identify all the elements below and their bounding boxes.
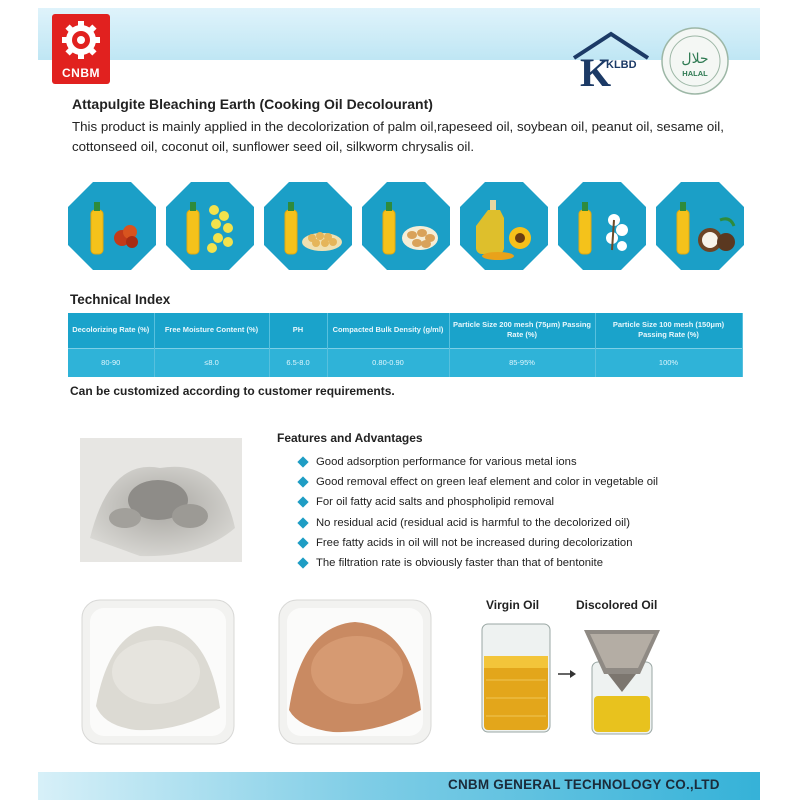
clay-powder-photo [80,438,242,562]
diamond-bullet-icon [297,517,308,528]
header-free-moisture: Free Moisture Content (%) [154,313,269,348]
list-item: Good removal effect on green leaf element and color in vegetable oil [298,472,738,492]
header-100-mesh: Particle Size 100 mesh (150μm) Passing Rate (%) [595,313,742,348]
diamond-bullet-icon [297,477,308,488]
header-ph: PH [269,313,327,348]
sunflower-oil-icon [458,180,550,272]
rapeseed-oil-icon [164,180,256,272]
value-ph: 6.5-8.0 [269,348,327,377]
svg-text:KLBD: KLBD [606,59,637,71]
svg-text:حلال: حلال [681,51,709,67]
virgin-oil-beaker [478,620,554,736]
diamond-bullet-icon [297,497,308,508]
oil-icons-row [66,180,746,272]
discolored-oil-beaker [580,622,664,738]
header-bulk-density: Compacted Bulk Density (g/ml) [327,313,449,348]
value-free-moisture: ≤8.0 [154,348,269,377]
virgin-oil-label: Virgin Oil [486,598,540,612]
features-list [298,452,738,573]
product-description: This product is mainly applied in the decolorization of palm oil,rapeseed oil, soybean oil, peanut oil, sesame oil, cottonseed oil, coconut oil, sunflower seed oil, silkworm chrysalis oil. [72,119,724,154]
customization-note: Can be customized according to customer requirements. [70,384,395,398]
list-item: For oil fatty acid salts and phospholipid removal [298,492,738,512]
header-decolorizing-rate: Decolorizing Rate (%) [68,313,154,348]
brown-powder-bowl-photo [277,598,433,746]
logo-text: CNBM [62,66,100,80]
features-title: Features and Advantages [277,431,423,445]
list-item: The filtration rate is obviously faster than that of bentonite [298,553,738,573]
value-100-mesh: 100% [595,348,742,377]
coconut-oil-icon [654,180,746,272]
header-200-mesh: Particle Size 200 mesh (75μm) Passing Rate (%) [449,313,595,348]
diamond-bullet-icon [297,537,308,548]
list-item: No residual acid (residual acid is harmful to the decolorized oil) [298,513,738,533]
value-bulk-density: 0.80-0.90 [327,348,449,377]
list-item: Good adsorption performance for various metal ions [298,452,738,472]
gear-logo-icon [61,20,101,60]
value-decolorizing-rate: 80-90 [68,348,154,377]
list-item: Free fatty acids in oil will not be increased during decolorization [298,533,738,553]
product-title: Attapulgite Bleaching Earth (Cooking Oil Decolourant) [72,96,433,112]
palm-oil-icon [66,180,158,272]
diamond-bullet-icon [297,557,308,568]
table-row [68,348,742,377]
technical-index-table [68,313,743,377]
value-200-mesh: 85-95% [449,348,595,377]
svg-text:HALAL: HALAL [682,69,708,78]
svg-text:K: K [580,50,612,95]
discolored-oil-label: Discolored Oil [576,598,658,612]
table-header-row [68,313,742,348]
company-name: CNBM GENERAL TECHNOLOGY CO.,LTD [448,777,720,792]
white-powder-bowl-photo [80,598,236,746]
technical-index-title: Technical Index [70,292,171,307]
halal-seal [660,26,730,96]
klbd-kosher-logo [566,28,656,96]
soybean-oil-icon [262,180,354,272]
cottonseed-oil-icon [556,180,648,272]
diamond-bullet-icon [297,456,308,467]
arrow-right-icon [556,666,578,682]
peanut-oil-icon [360,180,452,272]
